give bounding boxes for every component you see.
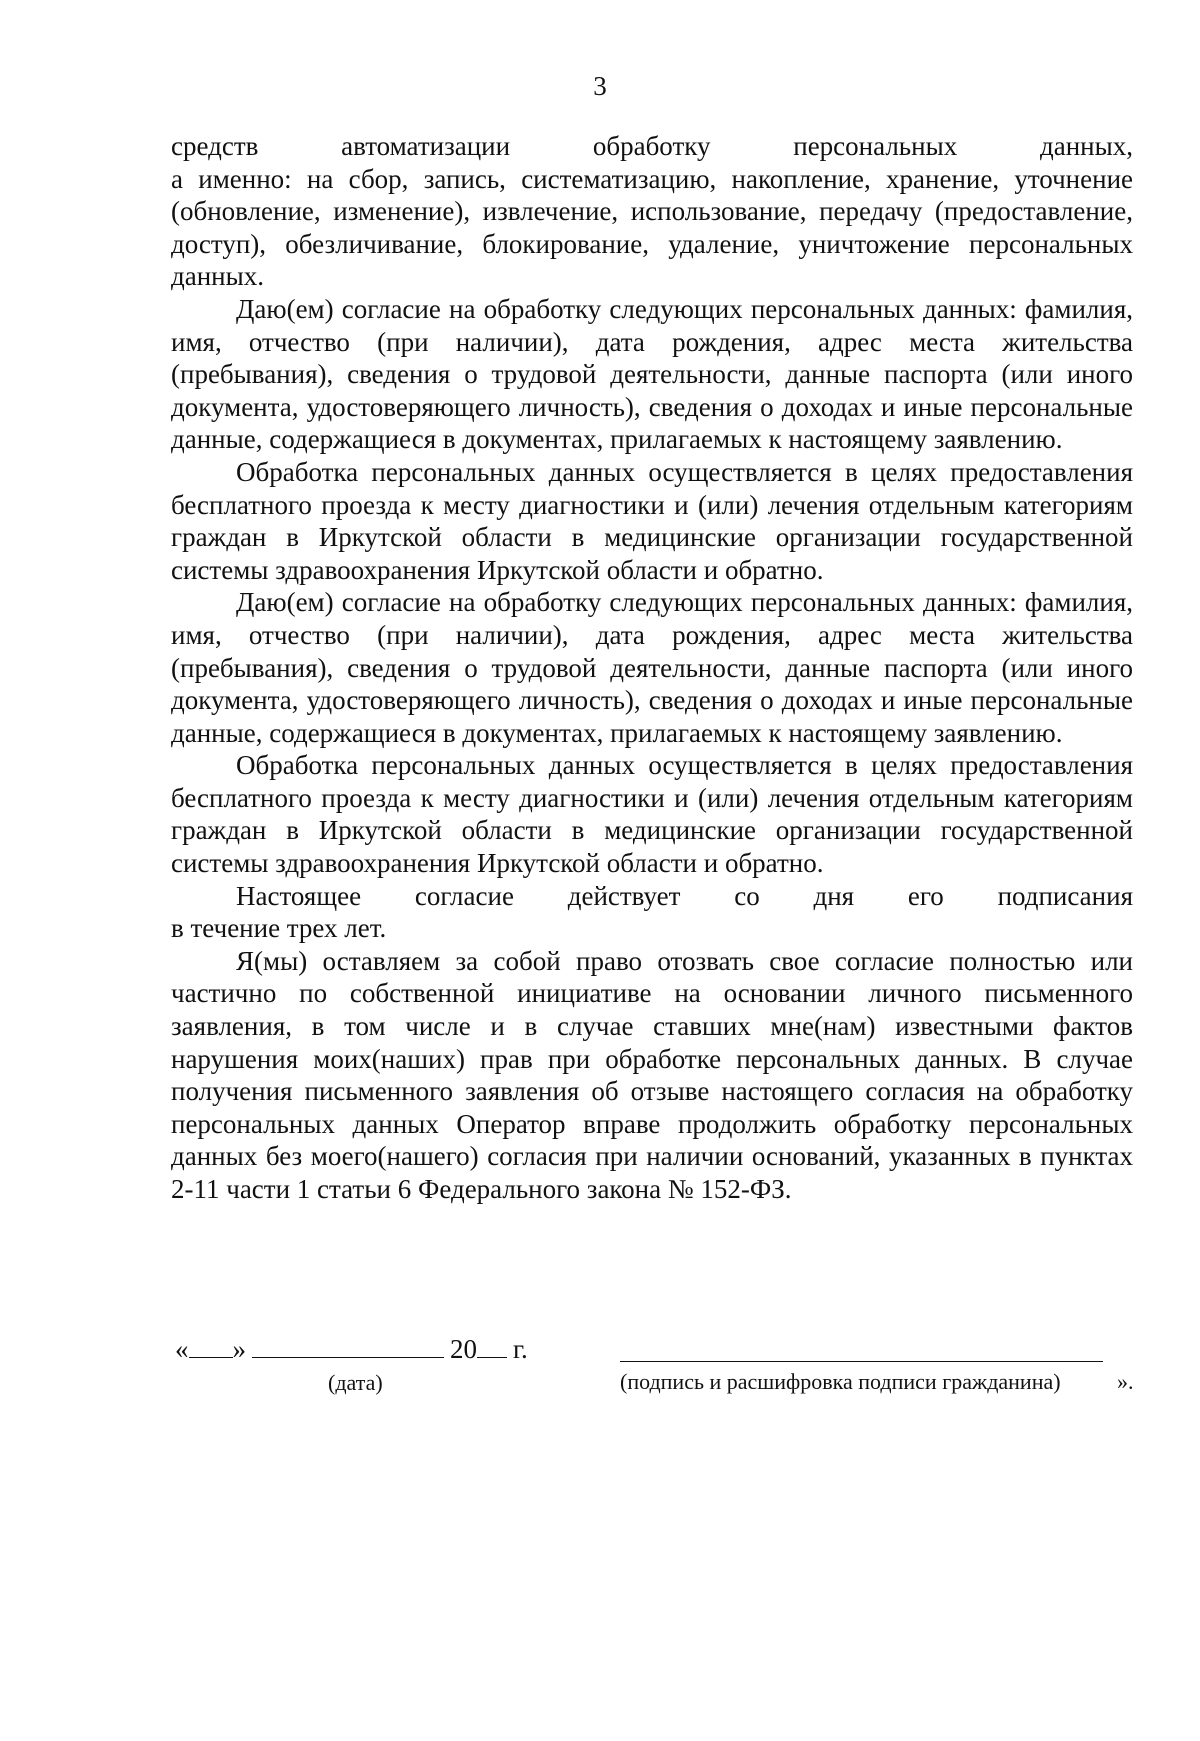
date-field: [175, 1333, 528, 1365]
paragraph-continuation: средств автоматизации обработку персональных данных,: [171, 131, 1133, 161]
year-prefix: 20: [450, 1334, 477, 1364]
paragraph-validity-line-2: в течение трех лет.: [171, 913, 387, 944]
close-quote: »: [232, 1334, 246, 1364]
paragraph-consent-data-1: Даю(ем) согласие на обработку следующих персональных данных: фамилия, имя, отчество (при наличии), дата рождения, адрес места жительства (пребывания), сведения о трудовой деятельности, данные паспорта (или иного документа, удостоверяющего личность), сведения о доходах и иные персональные данные, содержащиеся в документах, прилагаемых к настоящему заявлению.: [171, 293, 1133, 455]
signature-caption: (подпись и расшифровка подписи гражданина): [620, 1369, 1061, 1394]
open-quote: «: [175, 1334, 189, 1364]
day-blank: [189, 1333, 233, 1358]
date-caption: (дата): [328, 1370, 383, 1395]
paragraph-validity-line-1: Настоящее согласие действует со дня его подписания: [236, 880, 1133, 911]
document-body: [171, 130, 1133, 1206]
paragraph-processing-purpose-1: Обработка персональных данных осуществляется в целях предоставления бесплатного проезда к месту диагностики и (или) лечения отдельным категориям граждан в Иркутской области в медицинские организации государственной системы здравоохранения Иркутской области и обратно.: [171, 456, 1133, 585]
month-blank: [252, 1333, 444, 1358]
closing-mark: ».: [1117, 1369, 1134, 1394]
signature-block: [175, 1333, 1155, 1403]
paragraph-consent-data-2: Даю(ем) согласие на обработку следующих персональных данных: фамилия, имя, отчество (при наличии), дата рождения, адрес места жительства (пребывания), сведения о трудовой деятельности, данные паспорта (или иного документа, удостоверяющего личность), сведения о доходах и иные персональные данные, содержащиеся в документах, прилагаемых к настоящему заявлению.: [171, 587, 1133, 748]
year-suffix: г.: [513, 1334, 528, 1364]
page-number: 3: [593, 71, 607, 101]
signature-line: [620, 1361, 1103, 1362]
paragraph-revocation: Я(мы) оставляем за собой право отозвать свое согласие полностью или частично по собственной инициативе на основании личного письменного заявления, в том числе и в случае ставших мне(нам) известными фактов нарушения моих(наших) прав при обработке персональных данных. В случае получения письменного заявления об отзыве настоящего согласия на обработку персональных данных Оператор вправе продолжить обработку персональных данных без моего(нашего) согласия при наличии оснований, указанных в пунктах 2-11 части 1 статьи 6 Федерального закона № 152-ФЗ.: [171, 945, 1133, 1204]
paragraph-processing-actions: а именно: на сбор, запись, систематизацию, накопление, хранение, уточнение (обновление, изменение), извлечение, использование, передачу (предоставление, доступ), обезличивание, блокирование, удаление, уничтожение персональных данных.: [171, 163, 1133, 292]
year-blank: [477, 1333, 507, 1358]
paragraph-processing-purpose-2: Обработка персональных данных осуществляется в целях предоставления бесплатного проезда к месту диагностики и (или) лечения отдельным категориям граждан в Иркутской области в медицинские организации государственной системы здравоохранения Иркутской области и обратно.: [171, 750, 1133, 879]
